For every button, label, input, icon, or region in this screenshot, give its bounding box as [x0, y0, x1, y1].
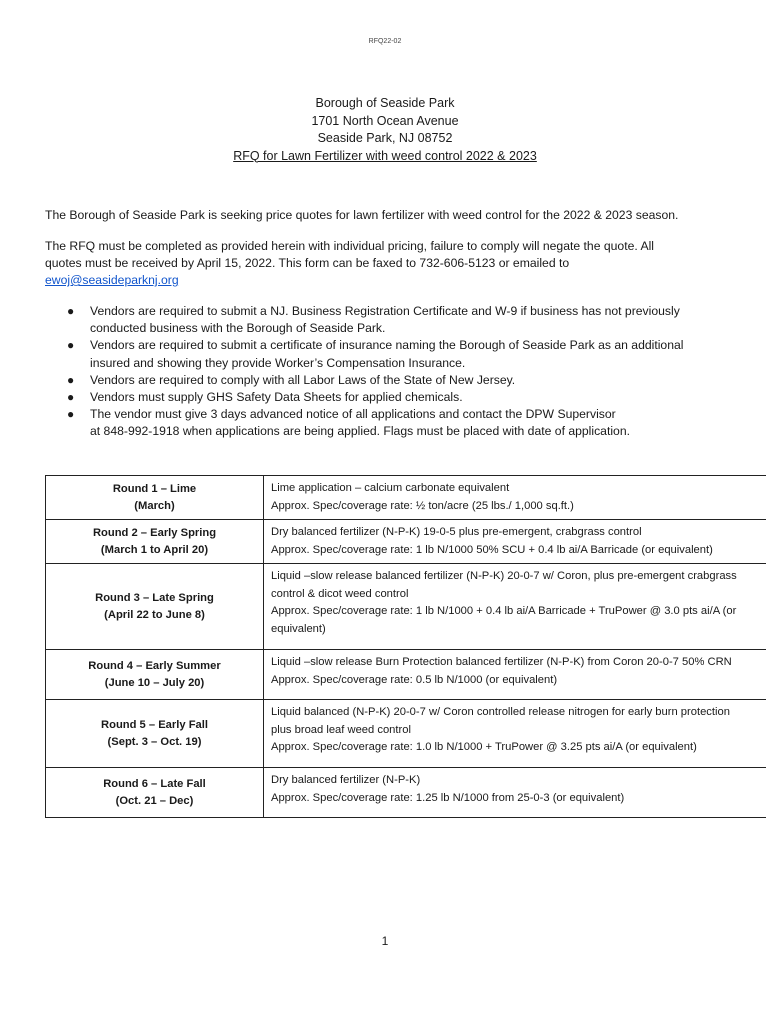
bullet-icon: ●	[67, 372, 75, 387]
round-cell: Round 1 – Lime (March)	[46, 476, 264, 520]
table-row	[46, 700, 767, 768]
list-item: ● Vendors are required to comply with all Labor Laws of the State of New Jersey.	[45, 372, 725, 389]
bullet-icon: ●	[67, 338, 75, 353]
email-link[interactable]: ewoj@seasideparknj.org	[45, 273, 179, 287]
round-cell: Round 3 – Late Spring (April 22 to June 8)	[46, 564, 264, 650]
document-title: RFQ for Lawn Fertilizer with weed control 2022 & 2023	[233, 148, 537, 163]
spec-cell: Dry balanced fertilizer (N-P-K) Approx. Spec/coverage rate: 1.25 lb N/1000 from 25-0-3 (or equivalent)	[264, 768, 767, 818]
page-number: 1	[381, 934, 389, 948]
spec-cell: Liquid balanced (N-P-K) 20-0-7 w/ Coron controlled release nitrogen for early burn protection plus broad leaf weed control Approx. Spec/coverage rate: 1.0 lb N/1000 + TruPower @ 3.25 pts ai/A (or equivalent)	[264, 700, 767, 768]
borough-name: Borough of Seaside Park	[315, 96, 455, 110]
instructions-line-2: quotes must be received by April 15, 2022. This form can be faxed to 732-606-5123 or emailed to	[45, 256, 570, 270]
round-cell: Round 5 – Early Fall (Sept. 3 – Oct. 19)	[46, 700, 264, 768]
street-address: 1701 North Ocean Avenue	[311, 113, 459, 128]
spec-cell: Liquid –slow release balanced fertilizer (N-P-K) 20-0-7 w/ Coron, plus pre-emergent crabgrass control & dicot weed control Approx. Spec/coverage rate: 1 lb N/1000 + 0.4 lb ai/A Barricade + TruPower @ 3.0 pts ai/A (or equivalent)	[264, 564, 767, 650]
vendor-requirements-list	[45, 303, 725, 441]
table-row	[46, 768, 767, 818]
spec-cell: Dry balanced fertilizer (N-P-K) 19-0-5 plus pre-emergent, crabgrass control Approx. Spec/coverage rate: 1 lb N/1000 50% SCU + 0.4 lb ai/A Barricade (or equivalent)	[264, 520, 767, 564]
round-cell: Round 6 – Late Fall (Oct. 21 – Dec)	[46, 768, 264, 818]
spec-cell: Liquid –slow release Burn Protection balanced fertilizer (N-P-K) from Coron 20-0-7 50% CRN Approx. Spec/coverage rate: 0.5 lb N/1000 (or equivalent)	[264, 650, 767, 700]
instructions-paragraph	[45, 238, 725, 289]
table-row	[46, 650, 767, 700]
round-cell: Round 4 – Early Summer (June 10 – July 20)	[46, 650, 264, 700]
round-cell: Round 2 – Early Spring (March 1 to April 20)	[46, 520, 264, 564]
list-item: ● Vendors are required to submit a NJ. Business Registration Certificate and W-9 if business has not previously conducted business with the Borough of Seaside Park.	[67, 304, 680, 336]
bullet-icon: ●	[67, 407, 75, 422]
table-row	[46, 476, 767, 520]
intro-paragraph: The Borough of Seaside Park is seeking price quotes for lawn fertilizer with weed control for the 2022 & 2023 season.	[45, 208, 679, 222]
letterhead	[0, 95, 770, 165]
instructions-line-1: The RFQ must be completed as provided herein with individual pricing, failure to comply will negate the quote. All	[45, 239, 655, 253]
spec-cell: Lime application – calcium carbonate equivalent Approx. Spec/coverage rate: ½ ton/acre (25 lbs./ 1,000 sq.ft.)	[264, 476, 767, 520]
bullet-icon: ●	[67, 304, 75, 318]
bullet-icon: ●	[67, 390, 75, 405]
list-item: ● Vendors must supply GHS Safety Data Sheets for applied chemicals.	[45, 389, 725, 406]
list-item: ● The vendor must give 3 days advanced notice of all applications and contact the DPW Supervisor at 848-992-1918 when applications are being applied. Flags must be placed with date of application.	[67, 407, 630, 439]
city-state-zip: Seaside Park, NJ 08752	[317, 131, 453, 145]
list-item: ● Vendors are required to submit a certificate of insurance naming the Borough of Seaside Park as an additional insured and showing they provide Worker’s Compensation Insurance.	[67, 338, 684, 370]
document-code: RFQ22-02	[368, 38, 402, 45]
application-rounds-table	[45, 475, 766, 818]
table-row	[46, 564, 767, 650]
table-row	[46, 520, 767, 564]
